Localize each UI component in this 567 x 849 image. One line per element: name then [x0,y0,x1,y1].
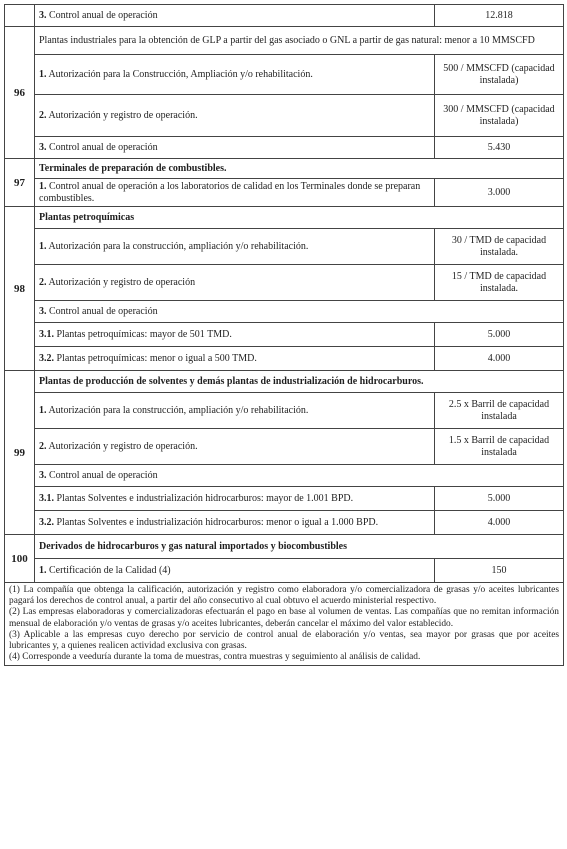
item-label: 1. Autorización para la Construcción, Ampliación y/o rehabilitación. [35,55,435,95]
item-label: 1. Autorización para la construcción, ampliación y/o rehabilitación. [35,393,435,429]
fee-table [4,4,564,666]
table-row [5,511,564,535]
table-row [5,95,564,137]
section-header-row [5,371,564,393]
item-label: 3.1. Plantas Solventes e industrialización hidrocarburos: mayor de 1.001 BPD. [35,487,435,511]
table-row [5,5,564,27]
item-label: 3. Control anual de operación [35,301,564,323]
section-header-row [5,159,564,179]
footnote: (1) La compañía que obtenga la calificación, autorización y registro como elaboradora y/o comercializadora de grasas y/o aceites lubricantes pagará los derechos de control anual, a partir del año consecutivo al cual obtuvo el acuerdo ministerial respectivo. [9,585,559,607]
item-value: 5.430 [435,137,564,159]
item-value: 500 / MMSCFD (capacidad instalada) [435,55,564,95]
section-title: Plantas petroquímicas [35,207,564,229]
section-title: Plantas industriales para la obtención de GLP a partir del gas asociado o GNL a partir de gas natural: menor a 10 MMSCFD [35,27,564,55]
table-row [5,179,564,207]
item-value: 300 / MMSCFD (capacidad instalada) [435,95,564,137]
table-row [5,429,564,465]
notes-row [5,583,564,666]
item-label: 3. Control anual de operación [35,465,564,487]
table-row [5,137,564,159]
item-value: 2.5 x Barril de capacidad instalada [435,393,564,429]
table-row [5,487,564,511]
item-value: 150 [435,559,564,583]
section-title: Derivados de hidrocarburos y gas natural importados y biocombustibles [35,535,564,559]
footnotes [5,583,564,666]
item-value: 3.000 [435,179,564,207]
table-row [5,465,564,487]
code-cell [5,5,35,27]
section-code: 96 [5,27,35,159]
item-value: 12.818 [435,5,564,27]
item-value: 30 / TMD de capacidad instalada. [435,229,564,265]
item-label: 3. Control anual de operación [35,137,435,159]
item-label: 1. Autorización para la construcción, ampliación y/o rehabilitación. [35,229,435,265]
item-label: 2. Autorización y registro de operación [35,265,435,301]
section-code: 99 [5,371,35,535]
item-value: 4.000 [435,347,564,371]
item-value: 5.000 [435,323,564,347]
item-label: 3. Control anual de operación [35,5,435,27]
section-title: Plantas de producción de solventes y demás plantas de industrialización de hidrocarburos. [35,371,564,393]
footnote: (3) Aplicable a las empresas cuyo derecho por servicio de control anual de elaboración y/o ventas, sea mayor por grasas que por aceites lubricantes y, a quienes realicen actividad exclusiva con grasas. [9,629,559,652]
table-row [5,229,564,265]
item-label: 2. Autorización y registro de operación. [35,429,435,465]
table-row [5,55,564,95]
item-label: 3.2. Plantas Solventes e industrialización hidrocarburos: menor o igual a 1.000 BPD. [35,511,435,535]
item-value: 15 / TMD de capacidad instalada. [435,265,564,301]
item-label: 3.2. Plantas petroquímicas: menor o igual a 500 TMD. [35,347,435,371]
section-code: 98 [5,207,35,371]
item-value: 1.5 x Barril de capacidad instalada [435,429,564,465]
table-row [5,301,564,323]
item-label: 1. Control anual de operación a los laboratorios de calidad en los Terminales donde se preparan combustibles. [35,179,435,207]
item-label: 1. Certificación de la Calidad (4) [35,559,435,583]
item-value: 5.000 [435,487,564,511]
item-value: 4.000 [435,511,564,535]
item-label: 3.1. Plantas petroquímicas: mayor de 501 TMD. [35,323,435,347]
table-row [5,393,564,429]
item-label: 2. Autorización y registro de operación. [35,95,435,137]
footnote: (2) Las empresas elaboradoras y comercializadoras efectuarán el pago en base al volumen de ventas. Las compañías que no remitan información mensual de elaboración y/o ventas de grasas y/o aceites lubricantes, deberán cancelar el máximo del valor establecido. [9,607,559,629]
section-code: 100 [5,535,35,583]
table-row [5,265,564,301]
section-header-row [5,535,564,559]
table-row [5,559,564,583]
table-row [5,323,564,347]
section-header-row [5,27,564,55]
table-row [5,347,564,371]
footnote: (4) Corresponde a veeduría durante la toma de muestras, contra muestras y seguimiento al análisis de calidad. [9,652,421,663]
section-code: 97 [5,159,35,207]
section-header-row [5,207,564,229]
section-title: Terminales de preparación de combustibles. [35,159,564,179]
